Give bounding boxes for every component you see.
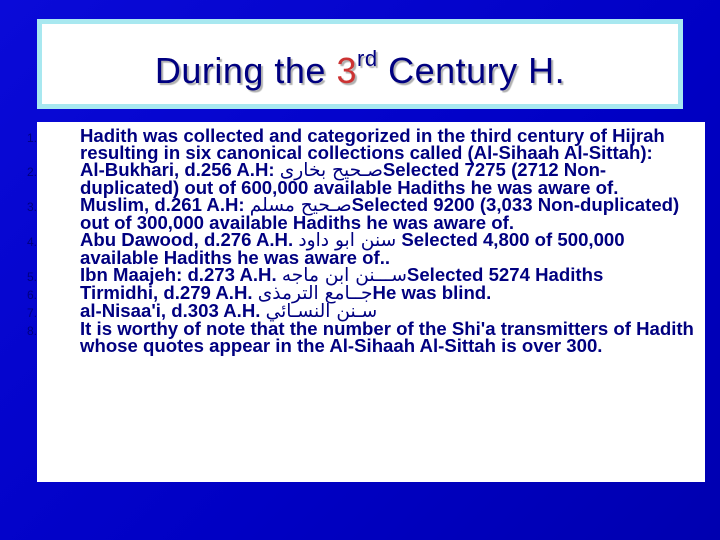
title-box	[37, 19, 683, 109]
numbered-list	[27, 125, 697, 356]
list-number: 4.	[27, 235, 38, 249]
list-text: Hadith was collected and categorized in the third century of Hijrah resulting in six canonical collections called (Al-Sihaah Al-Sittah):	[80, 125, 665, 163]
slide-title	[42, 46, 678, 92]
title-number: 3	[336, 50, 357, 91]
list-text-before: Tirmidhi, d.279 A.H.	[80, 282, 258, 303]
list-text-after: Selected 9200 (3,033 Non-duplicated) out of 300,000 available Hadiths he was aware of.	[80, 194, 680, 233]
list-number: 5.	[27, 270, 38, 284]
list-item-8	[27, 318, 697, 356]
list-number: 6.	[27, 288, 38, 302]
arabic-title: صـحيح مسلم	[249, 195, 352, 216]
list-text-before: Ibn Maajeh: d.273 A.H.	[80, 264, 282, 285]
content-box	[27, 122, 705, 482]
list-number: 1.	[27, 131, 38, 145]
arabic-title: صـحيح بخارى	[279, 160, 383, 181]
arabic-title: جــامع الترمذى	[257, 283, 373, 304]
list-text: It is worthy of note that the number of the Shi'a transmitters of Hadith whose quotes appear in the Al-Sihaah Al-Sittah is over 300.	[80, 318, 694, 356]
list-number: 7.	[27, 306, 38, 320]
arabic-title: سنن ابو داود	[298, 230, 397, 251]
title-rest: Century H.	[377, 50, 566, 91]
list-text-after: Selected 7275 (2712 Non-duplicated) out of 600,000 available Hadiths he was aware of.	[80, 159, 619, 198]
title-superscript: rd	[357, 46, 378, 71]
list-text-before: Al-Bukhari, d.256 A.H:	[80, 159, 280, 180]
list-number: 3.	[27, 200, 38, 214]
list-item-4	[27, 229, 697, 268]
title-prefix: During the	[154, 50, 337, 91]
list-number: 2.	[27, 165, 38, 179]
arabic-title: ســـنن ابن ماجه	[281, 265, 407, 286]
list-item-2	[27, 159, 697, 198]
list-text-after: He was blind.	[372, 282, 492, 303]
list-number: 8.	[27, 324, 38, 338]
list-text-before: Muslim, d.261 A.H:	[80, 194, 250, 215]
list-text-before: al-Nisaa'i, d.303 A.H.	[80, 300, 266, 321]
list-text-before: Abu Dawood, d.276 A.H.	[80, 229, 299, 250]
list-text-after: Selected 5274 Hadiths	[406, 264, 604, 285]
list-item-1	[27, 125, 697, 163]
list-text-after: Selected 4,800 of 500,000 available Hadiths he was aware of..	[80, 229, 625, 268]
arabic-title: سـنن النسـائي	[265, 301, 378, 322]
list-item-3	[27, 194, 697, 233]
